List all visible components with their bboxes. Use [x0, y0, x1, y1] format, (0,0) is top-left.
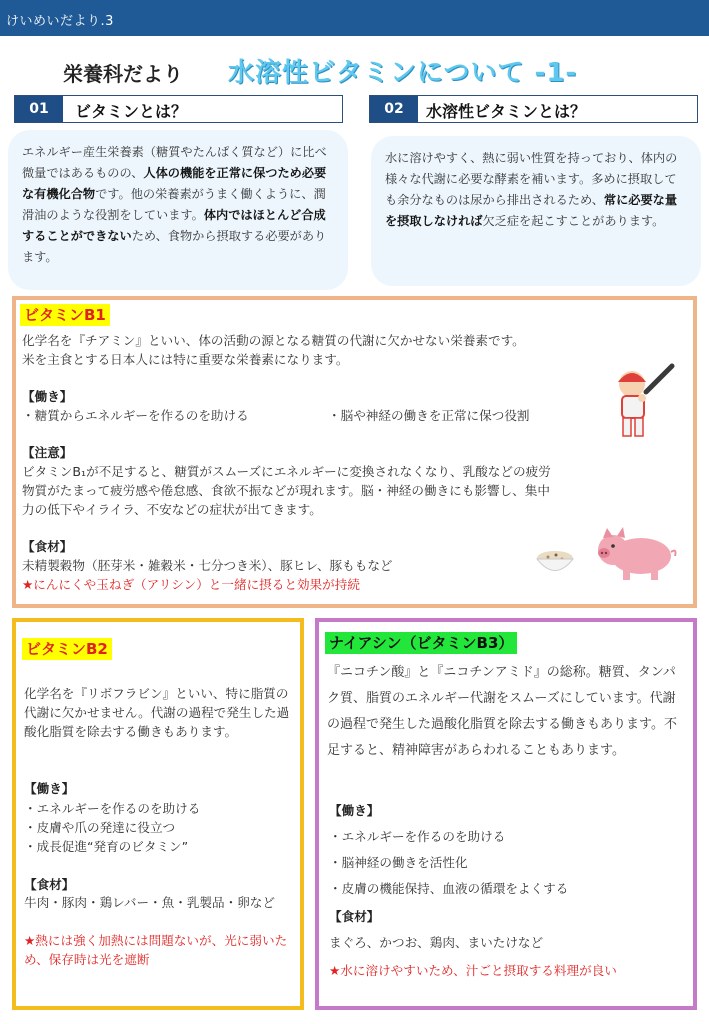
niacin-description: 『ニコチン酸』と『ニコチンアミド』の総称。糖質、タンパク質、脂質のエネルギー代謝をスムーズにしています。代謝の過程で発生した過酸化脂質を除去する働きもあります。不足すると、精神障害があらわれることもあります。: [327, 665, 677, 758]
vitamin-b1-tag: ビタミンB1: [20, 304, 110, 326]
text-run: 水に溶けやすく、熱に弱い性質を持っており、体内の様々な代謝に必要な酵素を補います。多めに摂取しても余分なものは尿から排出されるため、: [385, 151, 678, 207]
vitamin-b2-tag: ビタミンB2: [22, 638, 112, 660]
b2-work-heading: 【働き】: [24, 781, 75, 796]
b1-caution-text: 力の低下やイライラ、不安などの症状が出てきます。: [22, 502, 322, 517]
b1-description: 米を主食とする日本人には特に重要な栄養素になります。: [22, 352, 349, 367]
niacin-food-text: まぐろ、かつお、鶏肉、まいたけなど: [329, 935, 544, 950]
b2-work-item: ・エネルギーを作るのを助ける: [24, 801, 201, 816]
text-run: ため、食物から摂取する必要があります。: [22, 229, 327, 264]
page-title: 水溶性ビタミンについて -1-: [228, 58, 578, 88]
niacin-tag: ナイアシン（ビタミンB3）: [325, 632, 517, 654]
niacin-food-note: ★水に溶けやすいため、汁ごと摂取する料理が良い: [329, 963, 617, 978]
b1-caution-text: ビタミンB₁が不足すると、糖質がスムーズにエネルギーに変換されなくなり、乳酸などの疲労: [22, 464, 551, 479]
section-label: 水溶性ビタミンとは？: [426, 102, 587, 121]
niacin-work-heading: 【働き】: [329, 803, 380, 818]
vitamin-b2-box: [12, 618, 304, 1010]
text-run: です。他の栄養素がうまく働くように、潤滑油のような役割をしています。: [22, 187, 326, 222]
niacin-work-item: ・エネルギーを作るのを助ける: [329, 829, 506, 844]
emphasis-text: 人体の機能を正常に保つため必要な有機化合物: [22, 166, 327, 201]
text-run: 欠乏症を起こすことがあります。: [482, 214, 665, 228]
b1-food-heading: 【食材】: [22, 539, 73, 554]
b2-food-text: 牛肉・豚肉・鶏レバー・魚・乳製品・卵など: [24, 895, 275, 910]
emphasis-text: 常に必要な量を摂取しなければ: [385, 193, 678, 228]
b2-food-note: ★熱には強く加熱には問題ないが、光に弱いため、保存時は光を遮断: [24, 933, 288, 967]
niacin-box: [315, 618, 697, 1010]
b1-food-note: ★にんにくや玉ねぎ（アリシン）と一緒に摂ると効果が持続: [22, 577, 360, 592]
section-number: 02: [370, 96, 418, 122]
b1-work-heading: 【働き】: [22, 389, 73, 404]
section-label: ビタミンとは？: [75, 102, 188, 121]
title-row: [0, 50, 709, 94]
b1-caution-heading: 【注意】: [22, 445, 73, 460]
page-subtitle: 栄養科だより: [63, 62, 183, 86]
niacin-work-item: ・脳神経の働きを活性化: [329, 855, 468, 870]
niacin-work-item: ・皮膚の機能保持、血液の循環をよくする: [329, 881, 569, 896]
section-header-01: [14, 95, 343, 123]
rice-bowl-icon: [534, 548, 576, 578]
b1-description: 化学名を『チアミン』といい、体の活動の源となる糖質の代謝に欠かせない栄養素です。: [22, 333, 525, 348]
b1-work-item: ・糖質からエネルギーを作るのを助ける: [22, 408, 249, 423]
niacin-food-heading: 【食材】: [329, 909, 380, 924]
baseball-player-icon: [602, 362, 678, 442]
water-soluble-definition-text: [371, 136, 701, 286]
b1-caution-text: 物質がたまって疲労感や倦怠感、食欲不振などが現れます。脳・神経の働きにも影響し、集中: [22, 483, 550, 498]
b2-work-item: ・成長促進“発育のビタミン”: [24, 839, 189, 854]
section-number: 01: [15, 96, 63, 122]
b1-food-text: 未精製穀物（胚芽米・雑穀米・七分つき米）、豚ヒレ、豚ももなど: [22, 558, 393, 573]
newsletter-name: けいめいだより.3: [6, 14, 114, 29]
b1-work-item: ・脳や神経の働きを正常に保つ役割: [328, 408, 530, 423]
section-header-02: [369, 95, 698, 123]
b2-food-heading: 【食材】: [24, 877, 75, 892]
b2-work-item: ・皮膚や爪の発達に役立つ: [24, 820, 176, 835]
header-bar: [0, 0, 709, 36]
text-run: エネルギー産生栄養素（糖質やたんぱく質など）に比べ微量ではあるものの、: [22, 145, 327, 180]
vitamin-b1-box: [12, 296, 697, 608]
emphasis-text: 体内ではほとんど合成することができない: [22, 208, 326, 243]
vitamin-definition-text: [8, 130, 348, 290]
b2-description: 化学名を『リボフラビン』といい、特に脂質の代謝に欠かせません。代謝の過程で発生した過酸化脂質を除去する働きもあります。: [24, 686, 290, 739]
pig-icon: [591, 522, 681, 584]
